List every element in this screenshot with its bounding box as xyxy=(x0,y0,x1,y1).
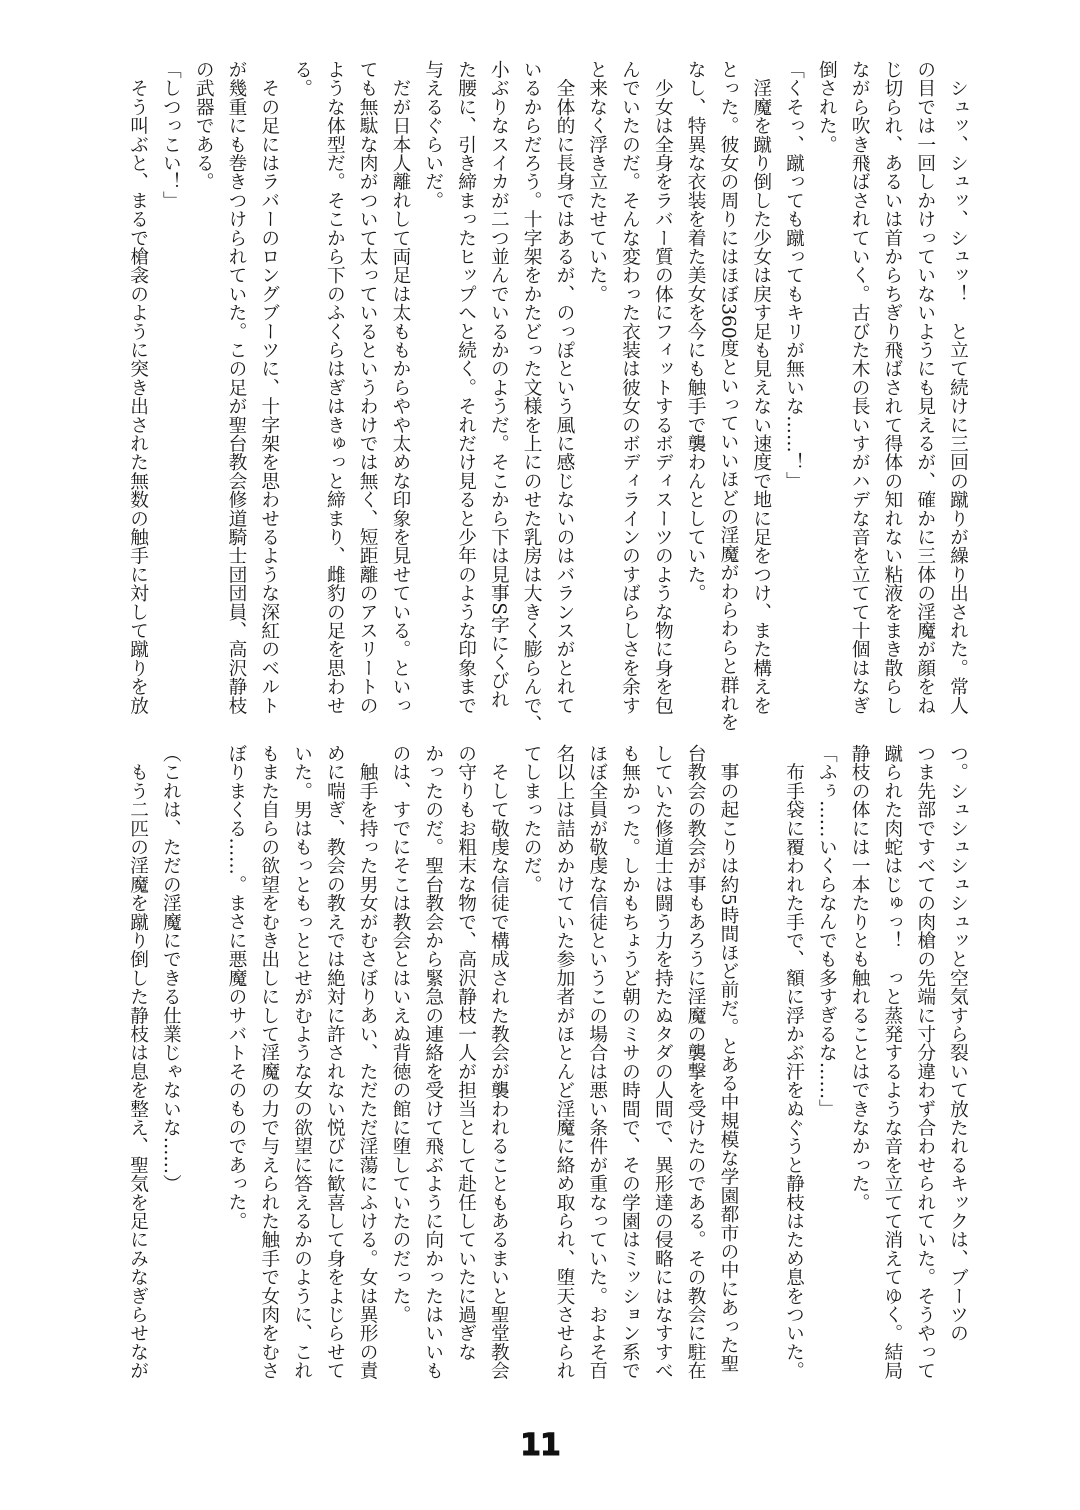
text-line: いた。男はもっともっととせがむような女の欲望に答えるかのように、これ xyxy=(291,744,313,1380)
upper-text-block xyxy=(120,60,973,734)
text-line: していた修道士は闘う力を持たぬタダの人間で、異形達の侵略にはなすすべ xyxy=(651,744,673,1380)
text-line: 蹴られた肉蛇はじゅっ！ っと蒸発するような音を立てて消えてゆく。結局 xyxy=(881,744,903,1380)
text-line: 事の起こりは約5時間ほど前だ。とある中規模な学園都市の中にあった聖 xyxy=(717,744,739,1373)
text-line: なし、特異な衣装を着た美女を今にも触手で襲わんとしていた。 xyxy=(684,60,706,603)
text-line: その足にはラバーのロングブーツに、十字架を思わせるような深紅のベルト xyxy=(258,60,280,715)
text-line: 台教会の教会が事もあろうに淫魔の襲撃を受けたのである。その教会に駐在 xyxy=(684,744,706,1380)
text-line: んでいたのだ。そんな変わった衣装は彼女のボディラインのすばらしさを余す xyxy=(619,60,641,715)
text-line: 「しつっこい！」 xyxy=(159,60,181,210)
text-line: そして敬虔な信徒で構成された教会が襲われることもあるまいと聖堂教会 xyxy=(487,744,509,1380)
text-line: の守りもお粗末な物で、高沢静枝一人が担当として赴任していたに過ぎな xyxy=(455,744,477,1362)
text-line: だが日本人離れして両足は太ももからやや太めな印象を見せている。といっ xyxy=(389,60,411,715)
text-line: いるからだろう。十字架をかたどった文様を上にのせた乳房は大きく膨らんで、 xyxy=(520,60,542,734)
text-line: とった。彼女の周りにはほぼ360度といっていいほどの淫魔がわらわらと群れを xyxy=(717,60,739,732)
text-line: 小ぶりなスイカが二つ並んでいるかのようだ。そこから下は見事S字にくびれ xyxy=(487,60,509,709)
text-line: 少女は全身をラバー質の体にフィットするボディスーツのような物に身を包 xyxy=(651,60,673,715)
page-number: 11 xyxy=(520,1428,560,1463)
text-line xyxy=(186,744,219,1404)
text-line: じ切られ、あるいは首からちぎり飛ばされて得体の知れない粘液をまき散らし xyxy=(881,60,903,715)
text-line: 倒された。 xyxy=(815,60,837,154)
text-line: と来なく浮き立たせていた。 xyxy=(586,60,608,304)
text-line: のは、すでにそこは教会とはいえぬ背徳の館に堕していたのだった。 xyxy=(389,744,411,1324)
text-line: 「くそっ、蹴っても蹴ってもキリが無いな……！」 xyxy=(783,60,805,491)
text-line: ほぼ全員が敬虔な信徒というこの場合は悪い条件が重なっていた。およそ百 xyxy=(586,744,608,1380)
text-line: る。 xyxy=(291,60,313,98)
text-line: 静枝の体には一本たりとも触れることはできなかった。 xyxy=(848,744,870,1212)
text-line: 淫魔を蹴り倒した少女は戻す足も見えない速度で地に足をつけ、また構えを xyxy=(750,60,772,715)
text-line: ながら吹き飛ばされていく。古びた木の長いすがハデな音を立てて十個はなぎ xyxy=(848,60,870,715)
text-line: てしまったのだ。 xyxy=(520,744,542,894)
text-line: そう叫ぶと、まるで槍衾のように突き出された無数の触手に対して蹴りを放 xyxy=(127,60,149,715)
text-line: 与えるぐらいだ。 xyxy=(422,60,444,210)
text-line: シュッ、シュッ、シュッ！ と立て続けに三回の蹴りが繰り出された。常人 xyxy=(947,60,968,715)
text-line: ても無駄な肉がついて太っているというわけでは無く、短距離のアスリートの xyxy=(356,60,378,715)
text-line: 「ふぅ……いくらなんでも多すぎるな……」 xyxy=(815,744,837,1118)
text-line: めに喘ぎ、教会の教えでは絶対に許されない悦びに歓喜して身をよじらせて xyxy=(323,744,345,1380)
text-line: 触手を持った男女がむさぼりあい、ただただ淫蕩にふける。女は異形の責 xyxy=(356,744,378,1380)
text-line: かったのだ。聖台教会から緊急の連絡を受けて飛ぶように向かったはいいも xyxy=(422,744,444,1380)
text-line: つま先部ですべての肉槍の先端に寸分違わず合わせられていた。そうやって xyxy=(914,744,936,1380)
text-line: （これは、ただの淫魔にできる仕業じゃないな……） xyxy=(159,744,181,1193)
text-line: が幾重にも巻きつけられていた。この足が聖台教会修道騎士団団員、高沢静枝 xyxy=(225,60,247,715)
text-line: も無かった。しかもちょうど朝のミサの時間で、その学園はミッション系で xyxy=(619,744,641,1380)
text-line: の目では一回しかけっていないようにも見えるが、確かに三体の淫魔が顔をね xyxy=(914,60,936,715)
text-line xyxy=(743,744,776,1404)
text-line: ぼりまくる……。まさに悪魔のサバトそのものであった。 xyxy=(225,744,247,1231)
text-line: ような体型だ。そこから下のふくらはぎはきゅっと締まり、雌豹の足を思わせ xyxy=(323,60,345,715)
text-line: 布手袋に覆われた手で、額に浮かぶ汗をぬぐうと静枝はため息をついた。 xyxy=(783,744,805,1380)
lower-text-block xyxy=(120,744,973,1404)
text-line: た腰に、引き締まったヒップへと続く。それだけ見ると少年のような印象まで xyxy=(455,60,477,715)
text-line: もまた自らの欲望をむき出しにして淫魔の力で与えられた触手で女肉をむさ xyxy=(258,744,280,1380)
text-line: の武器である。 xyxy=(192,60,214,191)
text-line: つ。シュシュシュシュッと空気すら裂いて放たれるキックは、ブーツの xyxy=(947,744,968,1343)
text-line: 名以上は詰めかけていた参加者がほとんど淫魔に絡め取られ、堕天させられ xyxy=(553,744,575,1380)
text-line: もう二匹の淫魔を蹴り倒した静枝は息を整え、聖気を足にみなぎらせなが xyxy=(127,744,149,1380)
text-line: 全体的に長身ではあるが、のっぽという風に感じないのはバランスがとれて xyxy=(553,60,575,715)
